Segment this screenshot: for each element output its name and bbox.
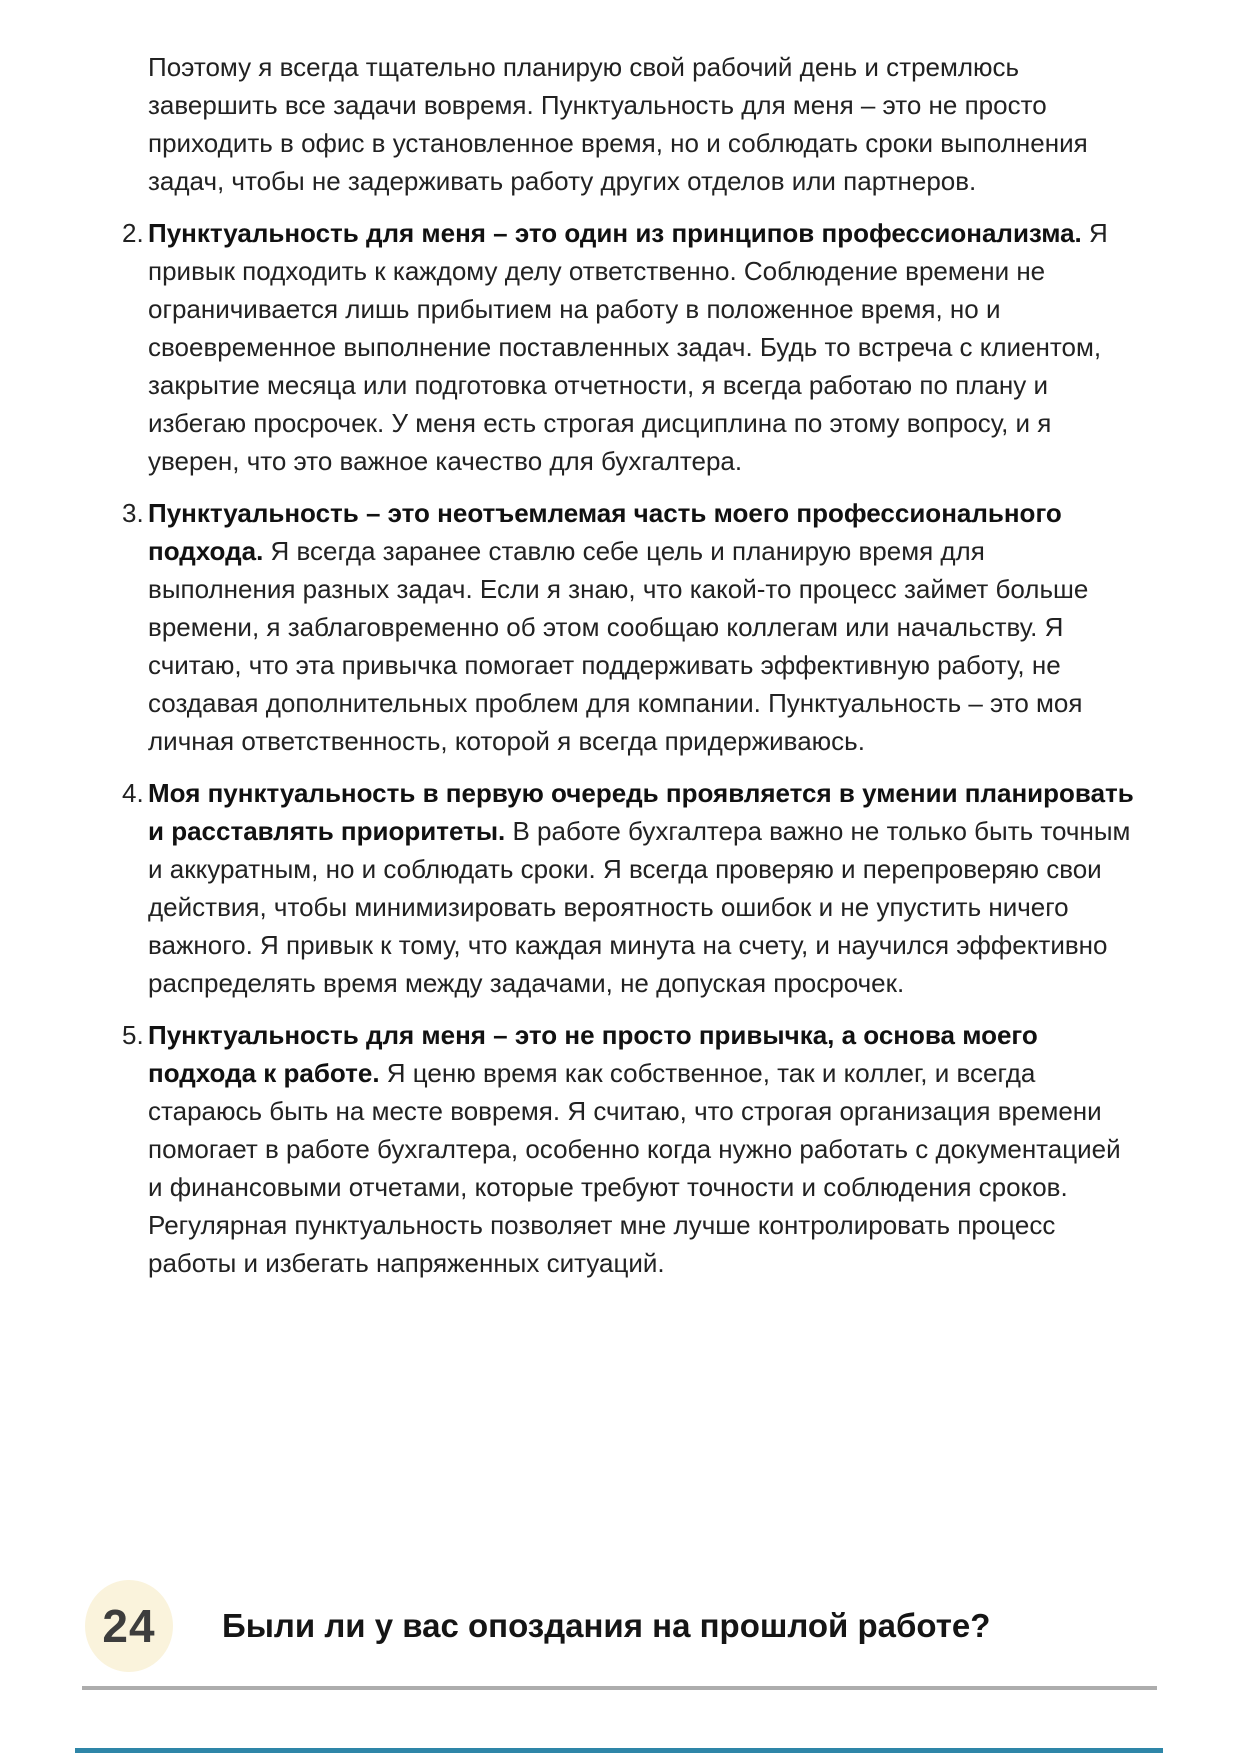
answer-text: Я ценю время как собственное, так и коллег, и всегда стараюсь быть на месте вовремя. Я считаю, что строгая организация времени помогает в работе бухгалтера, особенно когда нужно работать с документацией и финансовыми отчетами, которые требуют точности и соблюдения сроков. Регулярная пунктуальность позволяет мне лучше контролировать процесс работы и избегать напряженных ситуаций. xyxy=(148,1058,1121,1278)
section-divider xyxy=(82,1686,1157,1690)
answer-body xyxy=(148,494,1135,760)
answer-number: 4. xyxy=(122,778,144,808)
answer-text: Я всегда заранее ставлю себе цель и планирую время для выполнения разных задач. Если я знаю, что какой-то процесс займет больше времени, я заблаговременно об этом сообщаю коллегам или начальству. Я считаю, что эта привычка помогает поддерживать эффективную работу, не создавая дополнительных проблем для компании. Пунктуальность – это моя личная ответственность, которой я всегда придерживаюсь. xyxy=(148,536,1089,756)
answer-text: В работе бухгалтера важно не только быть точным и аккуратным, но и соблюдать сроки. Я всегда проверяю и перепроверяю свои действия, чтобы минимизировать вероятность ошибок и не упустить ничего важного. Я привык к тому, что каждая минута на счету, и научился эффективно распределять время между задачами, не допуская просрочек. xyxy=(148,816,1131,998)
answer-number: 3. xyxy=(122,498,144,528)
bottom-accent-line xyxy=(75,1748,1163,1753)
answer-lead: Пунктуальность – это неотъемлемая часть моего профессионального подхода. xyxy=(148,498,1062,566)
answer-lead: Моя пунктуальность в первую очередь проявляется в умении планировать и расставлять приоритеты. xyxy=(148,778,1134,846)
question-header xyxy=(85,1580,1135,1672)
answer-item-5 xyxy=(122,1016,1135,1282)
answer-body xyxy=(148,774,1135,1002)
answer-body xyxy=(148,214,1135,480)
answer-item-3 xyxy=(122,494,1135,760)
answer-lead: Пунктуальность для меня – это один из принципов профессионализма. xyxy=(148,218,1082,248)
question-number-badge xyxy=(85,1580,173,1672)
answer-item-4 xyxy=(122,774,1135,1002)
answer-text: Я привык подходить к каждому делу ответственно. Соблюдение времени не ограничивается лишь прибытием на работу в положенное время, но и своевременное выполнение поставленных задач. Будь то встреча с клиентом, закрытие месяца или подготовка отчетности, я всегда работаю по плану и избегаю просрочек. У меня есть строгая дисциплина по этому вопросу, и я уверен, что это важное качество для бухгалтера. xyxy=(148,218,1108,476)
answer-item-2 xyxy=(122,214,1135,480)
answer-body xyxy=(148,1016,1135,1282)
answer-lead: Пунктуальность для меня – это не просто привычка, а основа моего подхода к работе. xyxy=(148,1020,1038,1088)
answer-number: 2. xyxy=(122,218,144,248)
question-title: Были ли у вас опоздания на прошлой работе? xyxy=(222,1607,991,1644)
question-number: 24 xyxy=(102,1600,156,1652)
question-section xyxy=(102,1580,1135,1690)
answer-1-continuation: Поэтому я всегда тщательно планирую свой рабочий день и стремлюсь завершить все задачи вовремя. Пунктуальность для меня – это не просто приходить в офис в установленное время, но и соблюдать сроки выполнения задач, чтобы не задерживать работу других отделов или партнеров. xyxy=(148,52,1088,196)
answer-number: 5. xyxy=(122,1020,144,1050)
